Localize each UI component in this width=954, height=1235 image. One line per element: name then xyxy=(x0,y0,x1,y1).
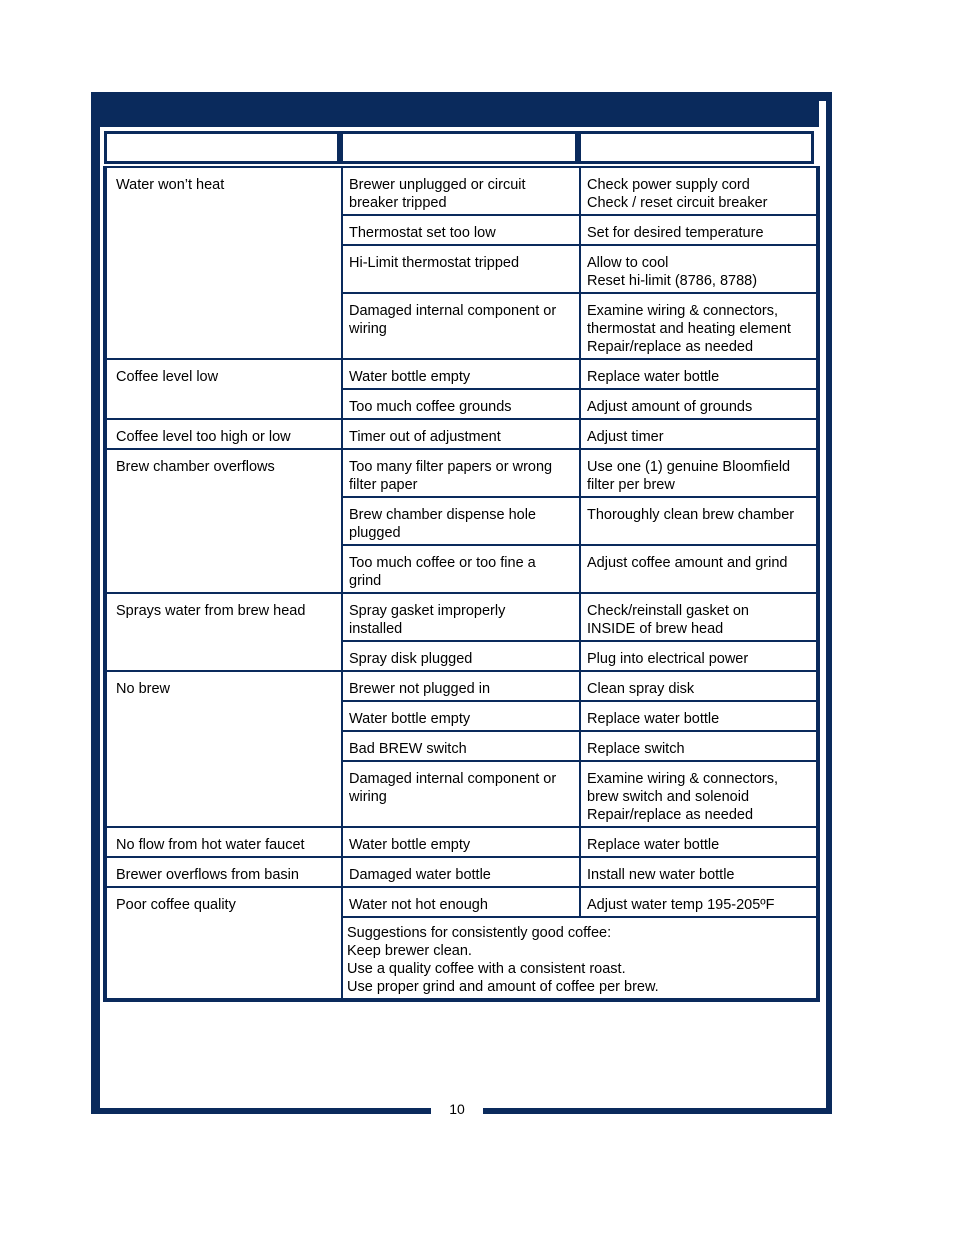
frame-bottom-left xyxy=(91,1108,431,1114)
table-row xyxy=(105,359,818,389)
cause-cell xyxy=(342,293,580,359)
cause-cell xyxy=(342,545,580,593)
table-row xyxy=(105,887,818,917)
suggestion-line: Keep brewer clean. xyxy=(347,943,472,959)
cause-cell xyxy=(342,761,580,827)
cause-line: Too many filter papers or wrong xyxy=(349,459,553,475)
cause-line: filter paper xyxy=(349,477,418,493)
symptom-cell: Sprays water from brew head xyxy=(105,593,342,671)
header-cause xyxy=(340,131,578,164)
remedy-cell xyxy=(580,449,818,497)
cause-cell xyxy=(342,887,580,917)
remedy-cell xyxy=(580,419,818,449)
remedy-cell xyxy=(580,389,818,419)
remedy-cell xyxy=(580,497,818,545)
frame-left xyxy=(91,92,100,1114)
remedy-cell xyxy=(580,359,818,389)
remedy-line: Thoroughly clean brew chamber xyxy=(587,507,795,523)
cause-cell xyxy=(342,731,580,761)
remedy-cell xyxy=(580,293,818,359)
remedy-cell xyxy=(580,887,818,917)
remedy-cell xyxy=(580,827,818,857)
cause-cell xyxy=(342,671,580,701)
remedy-cell xyxy=(580,593,818,641)
remedy-line: Adjust amount of grounds xyxy=(587,399,753,415)
remedy-cell xyxy=(580,761,818,827)
cause-cell xyxy=(342,215,580,245)
cause-line: Water bottle empty xyxy=(349,369,471,385)
remedy-line: Adjust coffee amount and grind xyxy=(587,555,788,571)
cause-line: Timer out of adjustment xyxy=(349,429,501,445)
suggestion-line: Suggestions for consistently good coffee: xyxy=(347,925,612,941)
suggestions-cell xyxy=(342,917,818,1000)
remedy-line: filter per brew xyxy=(587,477,675,493)
symptom-cell: Brew chamber overflows xyxy=(105,449,342,593)
remedy-cell xyxy=(580,215,818,245)
symptom-cell: No brew xyxy=(105,671,342,827)
cause-line: Bad BREW switch xyxy=(349,741,467,757)
troubleshooting-table xyxy=(103,166,820,1002)
remedy-line: INSIDE of brew head xyxy=(587,621,724,637)
remedy-line: Use one (1) genuine Bloomfield xyxy=(587,459,791,475)
symptom-cell: Coffee level too high or low xyxy=(105,419,342,449)
cause-line: Hi-Limit thermostat tripped xyxy=(349,255,520,271)
remedy-line: Adjust timer xyxy=(587,429,664,445)
remedy-line: Reset hi-limit (8786, 8788) xyxy=(587,273,758,289)
cause-cell xyxy=(342,593,580,641)
cause-line: Water bottle empty xyxy=(349,711,471,727)
cause-cell xyxy=(342,419,580,449)
cause-line: Brewer not plugged in xyxy=(349,681,491,697)
cause-line: grind xyxy=(349,573,382,589)
cause-line: Too much coffee or too fine a xyxy=(349,555,536,571)
table-row xyxy=(105,857,818,887)
cause-cell xyxy=(342,641,580,671)
cause-line: Water not hot enough xyxy=(349,897,488,913)
frame-bottom-right xyxy=(483,1108,832,1114)
remedy-cell xyxy=(580,641,818,671)
cause-line: Thermostat set too low xyxy=(349,225,496,241)
cause-line: Damaged internal component or xyxy=(349,303,557,319)
remedy-cell xyxy=(580,671,818,701)
cause-line: Brew chamber dispense hole xyxy=(349,507,536,523)
cause-line: Spray disk plugged xyxy=(349,651,473,667)
remedy-cell xyxy=(580,857,818,887)
cause-cell xyxy=(342,827,580,857)
symptom-cell: Coffee level low xyxy=(105,359,342,419)
cause-line: breaker tripped xyxy=(349,195,447,211)
remedy-cell xyxy=(580,245,818,293)
remedy-line: Clean spray disk xyxy=(587,681,695,697)
remedy-line: Adjust water temp 195-205ºF xyxy=(587,897,775,913)
cause-cell xyxy=(342,497,580,545)
table-row xyxy=(105,827,818,857)
remedy-cell xyxy=(580,701,818,731)
cause-cell xyxy=(342,701,580,731)
header-remedy xyxy=(578,131,814,164)
cause-cell xyxy=(342,389,580,419)
table-row xyxy=(105,419,818,449)
cause-line: Damaged water bottle xyxy=(349,867,491,883)
table-row xyxy=(105,167,818,215)
cause-line: wiring xyxy=(349,321,387,337)
frame-top xyxy=(91,92,832,101)
cause-line: Spray gasket improperly xyxy=(349,603,506,619)
remedy-line: brew switch and solenoid xyxy=(587,789,750,805)
cause-line: Water bottle empty xyxy=(349,837,471,853)
remedy-line: Install new water bottle xyxy=(587,867,735,883)
frame-right xyxy=(826,92,832,1114)
cause-line: wiring xyxy=(349,789,387,805)
remedy-line: Replace water bottle xyxy=(587,369,720,385)
remedy-line: Replace water bottle xyxy=(587,711,720,727)
page-number: 10 xyxy=(449,1101,465,1117)
remedy-line: Examine wiring & connectors, xyxy=(587,771,778,787)
remedy-line: Set for desired temperature xyxy=(587,225,764,241)
suggestion-line: Use a quality coffee with a consistent roast. xyxy=(347,961,626,977)
cause-cell xyxy=(342,359,580,389)
header-symptom xyxy=(104,131,340,164)
remedy-line: thermostat and heating element xyxy=(587,321,791,337)
remedy-line: Examine wiring & connectors, xyxy=(587,303,778,319)
table-row xyxy=(105,593,818,641)
cause-line: Too much coffee grounds xyxy=(349,399,512,415)
remedy-cell xyxy=(580,731,818,761)
cause-cell xyxy=(342,245,580,293)
cause-cell xyxy=(342,449,580,497)
symptom-cell: Brewer overflows from basin xyxy=(105,857,342,887)
symptom-cell: No flow from hot water faucet xyxy=(105,827,342,857)
remedy-line: Check / reset circuit breaker xyxy=(587,195,768,211)
cause-line: Brewer unplugged or circuit xyxy=(349,177,526,193)
symptom-cell: Poor coffee quality xyxy=(105,887,342,1000)
remedy-cell xyxy=(580,167,818,215)
remedy-line: Repair/replace as needed xyxy=(587,807,754,823)
cause-line: installed xyxy=(349,621,403,637)
remedy-line: Check power supply cord xyxy=(587,177,750,193)
cause-cell xyxy=(342,857,580,887)
table-row xyxy=(105,449,818,497)
remedy-line: Replace switch xyxy=(587,741,685,757)
table-row xyxy=(105,671,818,701)
remedy-line: Repair/replace as needed xyxy=(587,339,754,355)
cause-cell xyxy=(342,167,580,215)
table-title-bar xyxy=(100,101,819,127)
remedy-line: Allow to cool xyxy=(587,255,669,271)
cause-line: plugged xyxy=(349,525,401,541)
cause-line: Damaged internal component or xyxy=(349,771,557,787)
symptom-cell: Water won’t heat xyxy=(105,167,342,359)
suggestion-line: Use proper grind and amount of coffee per brew. xyxy=(347,979,659,995)
remedy-cell xyxy=(580,545,818,593)
remedy-line: Check/reinstall gasket on xyxy=(587,603,749,619)
remedy-line: Replace water bottle xyxy=(587,837,720,853)
remedy-line: Plug into electrical power xyxy=(587,651,749,667)
